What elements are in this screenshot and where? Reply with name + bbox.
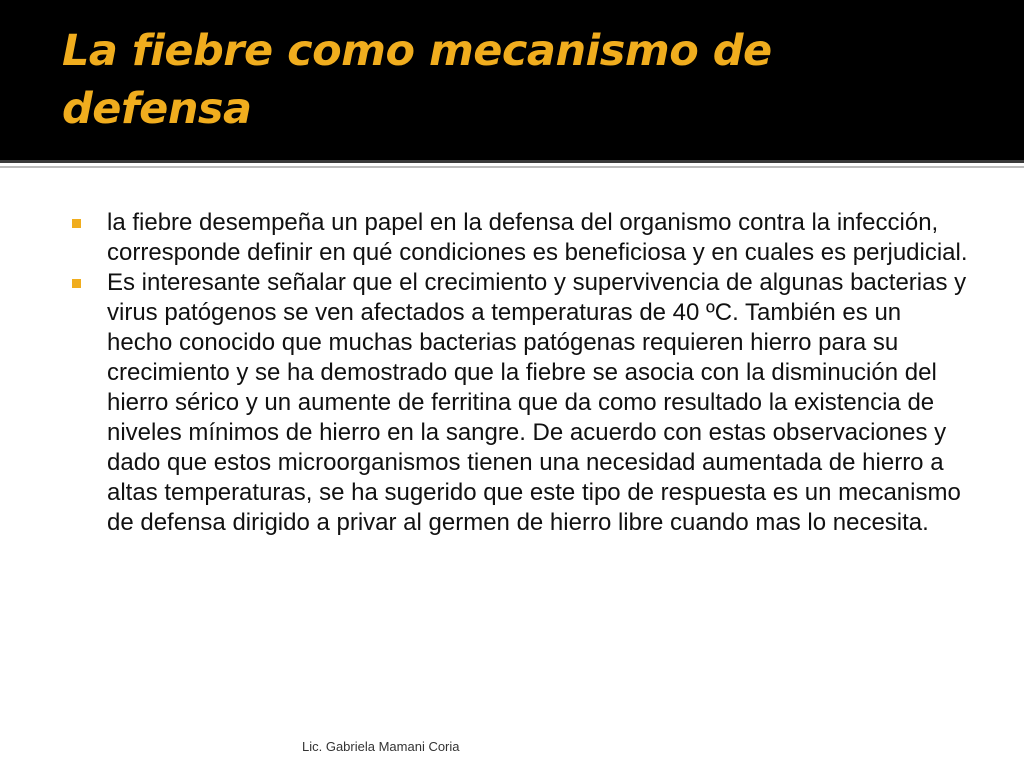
slide-title: La fiebre como mecanismo de defensa (62, 26, 772, 134)
footer-author: Lic. Gabriela Mamani Coria (302, 739, 460, 754)
bullet-text-2: Es interesante señalar que el crecimiento y supervivencia de algunas bacterias y virus patógenos se ven afectados a temperaturas de 40 ºC. También es un hecho conocido que muchas bacterias patógenas requieren hierro para su crecimiento y se ha demostrado que la fiebre se asocia con la disminución del hierro sérico y un aumente de ferritina que da como resultado la existencia de niveles mínimos de hierro en la sangre. De acuerdo con estas observaciones y dado que estos microorganismos tienen una necesidad aumentada de hierro a altas temperaturas, se ha sugerido que este tipo de respuesta es un mecanismo de defensa dirigido a privar al germen de hierro libre cuando mas lo necesita. (107, 269, 967, 536)
square-bullet-icon (72, 219, 81, 228)
square-bullet-icon (72, 279, 81, 288)
bullet-item-1 (72, 208, 972, 268)
bullet-item-2 (72, 268, 972, 538)
bullet-text-1: la fiebre desempeña un papel en la defensa del organismo contra la infección, corresponde definir en qué condiciones es beneficiosa y en cuales es perjudicial. (107, 209, 968, 266)
header-divider-dark (0, 160, 1024, 163)
title-bar (0, 0, 1024, 160)
header-divider-light (0, 166, 1024, 168)
bullet-list (72, 208, 972, 538)
